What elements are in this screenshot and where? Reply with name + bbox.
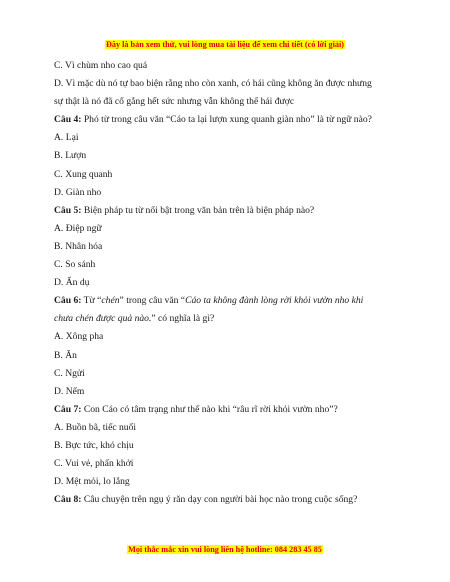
question-5-text: Biện pháp tu từ nổi bật trong văn bản trên là biện pháp nào? bbox=[81, 204, 315, 216]
question-6-text-part: Từ “ bbox=[81, 295, 102, 307]
q6-option-b: B. Ăn bbox=[54, 349, 77, 361]
preview-banner-text: Đây là bản xem thử, vui lòng mua tài liệu để xem chi tiết (có lời giải) bbox=[105, 40, 344, 49]
q4-option-d: D. Giàn nho bbox=[54, 186, 102, 198]
question-4 bbox=[54, 111, 404, 129]
q7-option-b: B. Bực tức, khó chịu bbox=[54, 439, 134, 451]
question-6-quote-line2: chưa chén được quả nào. bbox=[54, 313, 152, 325]
q7-option-d: D. Mệt mỏi, lo lắng bbox=[54, 476, 130, 488]
question-4-label: Câu 4: bbox=[54, 114, 82, 126]
q5-option-d: D. Ẩn dụ bbox=[54, 277, 90, 289]
question-6-quote-line1: Cáo ta không đành lòng rời khỏi vườn nho khi bbox=[185, 295, 364, 307]
q6-option-a: A. Xông pha bbox=[54, 331, 104, 343]
q4-option-b: B. Lượn bbox=[54, 150, 87, 162]
hotline-footer bbox=[0, 545, 450, 554]
question-6-text-part: ” trong câu văn “ bbox=[119, 295, 186, 307]
q6-option-d: D. Nếm bbox=[54, 385, 85, 397]
question-6-label: Câu 6: bbox=[54, 295, 82, 307]
question-7-label: Câu 7: bbox=[54, 403, 82, 415]
question-6-word: chén bbox=[101, 295, 120, 307]
question-8-text: Câu chuyện trên ngụ ý răn dạy con người bài học nào trong cuộc sống? bbox=[81, 494, 358, 506]
question-5-label: Câu 5: bbox=[54, 204, 82, 216]
question-8 bbox=[54, 491, 404, 509]
q6-option-c: C. Ngửi bbox=[54, 367, 85, 379]
q5-option-a: A. Điệp ngữ bbox=[54, 222, 102, 234]
option-d-q3-line2: sự thật là nó đã cố gắng hết sức nhưng vẫn không thể hái được bbox=[54, 96, 295, 108]
option-c-q3: C. Vì chùm nho cao quá bbox=[54, 60, 148, 71]
question-5 bbox=[54, 202, 404, 220]
preview-banner bbox=[0, 40, 450, 49]
q7-option-a: A. Buồn bã, tiếc nuối bbox=[54, 421, 137, 433]
option-d-q3-line1: D. Vì mặc dù nó tự bao biện rằng nho còn xanh, có hái cũng không ăn được nhưng bbox=[54, 78, 372, 90]
question-4-text: Phó từ trong câu văn “Cáo ta lại lượn xung quanh giàn nho” là từ ngữ nào? bbox=[81, 114, 372, 126]
q5-option-c: C. So sánh bbox=[54, 259, 96, 271]
q4-option-c: C. Xung quanh bbox=[54, 168, 113, 180]
question-6-line1 bbox=[54, 292, 404, 310]
question-8-label: Câu 8: bbox=[54, 494, 82, 506]
question-6-line2 bbox=[54, 310, 404, 328]
hotline-footer-text: Mọi thắc mắc xin vui lòng liên hệ hotline: 084 283 45 85 bbox=[128, 545, 322, 554]
question-7-text: Con Cáo có tâm trạng như thế nào khi “râu rĩ rời khỏi vườn nho”? bbox=[81, 403, 338, 415]
question-6-text-part: ” có nghĩa là gì? bbox=[151, 313, 215, 325]
q5-option-b: B. Nhân hóa bbox=[54, 240, 103, 252]
q7-option-c: C. Vui vẻ, phấn khởi bbox=[54, 458, 134, 470]
document-body bbox=[54, 57, 404, 509]
q4-option-a: A. Lại bbox=[54, 132, 79, 144]
question-7 bbox=[54, 401, 404, 419]
